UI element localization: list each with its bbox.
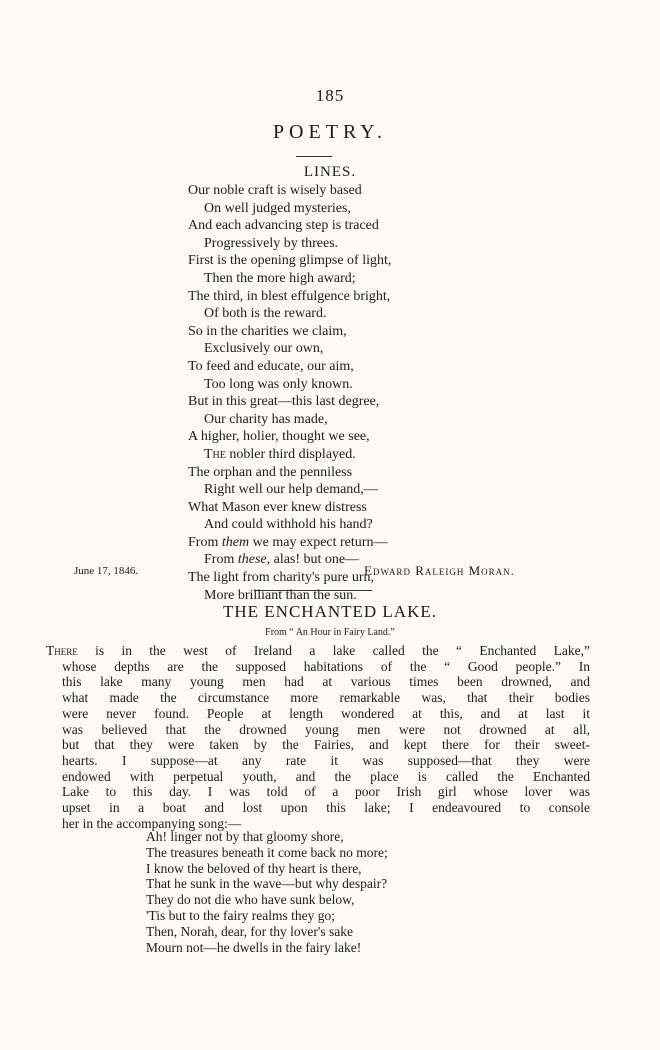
poem-line <box>188 270 391 288</box>
poem-line-text: On well judged mysteries, <box>204 200 351 216</box>
song-line: I know the beloved of thy heart is there, <box>146 860 362 876</box>
poem-line-text: Then the more high award; <box>204 270 356 286</box>
poem-line <box>188 481 391 499</box>
poem-line-text: Too long was only known. <box>204 376 353 392</box>
prose-line <box>62 784 590 800</box>
prose-line-text: Lake to this day. I was told of a poor Irish girl whose lover was <box>62 784 590 800</box>
emphasized-word: them <box>221 534 250 550</box>
story-title: THE ENCHANTED LAKE. <box>223 602 437 621</box>
poem-line-text: A higher, holier, thought we see, <box>188 429 370 445</box>
poem-line-text: More brilliant than the sun. <box>204 587 357 603</box>
prose-line-text: whose depths are the supposed habitations of the “ Good people.” In <box>62 658 590 674</box>
poem-body <box>188 182 391 604</box>
prose-line <box>62 722 590 738</box>
poem-line-text: alas! but one— <box>270 552 360 568</box>
prose-line <box>62 690 590 706</box>
poem-line-text: The third, in blest effulgence bright, <box>188 288 391 304</box>
poem-line <box>188 217 391 235</box>
drop-word: There <box>46 643 78 658</box>
prose-line <box>62 674 590 690</box>
poem-line <box>188 428 391 446</box>
section-divider <box>254 590 372 591</box>
poem-line-text: And each advancing step is traced <box>188 218 379 234</box>
poem-line <box>188 235 391 253</box>
poem-line <box>188 376 391 394</box>
poem-line <box>188 252 391 270</box>
poem-line <box>188 499 391 517</box>
poem-line-text: The light from charity's pure urn, <box>188 570 375 586</box>
prose-line-text: were never found. People at length wondered at this, and at last it <box>62 705 590 721</box>
poem-line <box>188 551 391 569</box>
prose-line <box>62 706 590 722</box>
poem-line <box>188 200 391 218</box>
poem-line <box>188 516 391 534</box>
prose-line-text: hearts. I suppose—at any rate it was supposed—that they were <box>62 752 590 768</box>
poem-line <box>188 182 391 200</box>
song-verse <box>146 829 388 955</box>
poem-line-text: Right well our help demand,— <box>204 482 378 498</box>
poem-line <box>188 393 391 411</box>
poem-line-text: Our noble craft is wisely based <box>188 183 362 198</box>
poem-line <box>188 446 391 464</box>
prose-line <box>46 643 590 659</box>
title-divider <box>296 156 332 157</box>
song-line: 'Tis but to the fairy realms they go; <box>146 907 336 923</box>
poem-line-text: Our charity has made, <box>204 411 328 427</box>
poem-title: LINES. <box>303 164 357 180</box>
poem-author: Edward Raleigh Moran. <box>364 563 515 578</box>
story-source: From “ An Hour in Fairy Land.” <box>265 627 395 638</box>
prose-line <box>62 753 590 769</box>
poem-line <box>188 358 391 376</box>
poem-line-text: Exclusively our own, <box>204 341 324 357</box>
poem-line <box>188 534 391 552</box>
poem-line-text: To feed and educate, our aim, <box>188 358 354 374</box>
section-title: POETRY. <box>272 121 388 143</box>
small-caps-word: The <box>204 446 226 462</box>
song-line: Mourn not—he dwells in the fairy lake! <box>146 939 362 955</box>
prose-line-text: was believed that the drowned young men were not drowned at all, <box>62 721 590 737</box>
poem-line <box>188 464 391 482</box>
poem-line <box>188 340 391 358</box>
story-prose <box>46 643 590 831</box>
song-line: The treasures beneath it come back no more; <box>146 844 388 860</box>
song-line: They do not die who have sunk below, <box>146 892 355 908</box>
song-line: That he sunk in the wave—but why despair? <box>146 876 388 892</box>
poem-line-text: we may expect return— <box>249 534 388 550</box>
poem-line-text: Progressively by threes. <box>204 235 339 251</box>
poem-line-text: Of both is the reward. <box>204 306 327 322</box>
poem-line-text: And could withhold his hand? <box>204 517 373 533</box>
prose-line-text: is in the west of Ireland a lake called the “ Enchanted Lake,” <box>77 643 590 658</box>
prose-line-text: but that they were taken by the Fairies, and kept there for their sweet- <box>62 737 590 753</box>
prose-line <box>62 659 590 675</box>
prose-line <box>62 769 590 785</box>
poem-line-text: But in this great—this last degree, <box>188 394 380 410</box>
prose-line-text: what made the circumstance more remarkable was, that their bodies <box>62 690 590 706</box>
poem-line-text: The orphan and the penniless <box>188 464 353 480</box>
page-number: 185 <box>315 86 345 105</box>
poem-line <box>188 288 391 306</box>
poem-line <box>188 569 391 587</box>
poem-line-lead: From <box>188 534 222 550</box>
prose-line-text: this lake many young men had at various times been drowned, and <box>62 674 590 690</box>
prose-line <box>62 800 590 816</box>
emphasized-word: these, <box>237 552 271 568</box>
poem-line <box>188 411 391 429</box>
poem-line-text: What Mason ever knew distress <box>188 499 367 515</box>
prose-line-text: her in the accompanying song:— <box>62 815 242 831</box>
poem-line-text: nobler third displayed. <box>225 446 356 462</box>
poem-line <box>188 305 391 323</box>
poem-line-text: So in the charities we claim, <box>188 323 347 339</box>
poem-line <box>188 323 391 341</box>
poem-line-lead: From <box>204 552 238 568</box>
prose-line <box>62 737 590 753</box>
poem-date: June 17, 1846. <box>74 565 139 577</box>
song-line: Then, Norah, dear, for thy lover's sake <box>146 923 353 939</box>
prose-line-text: upset in a boat and lost upon this lake; I endeavoured to console <box>62 800 590 816</box>
song-line: Ah! linger not by that gloomy shore, <box>146 829 344 844</box>
poem-line-text: First is the opening glimpse of light, <box>188 253 392 269</box>
prose-line-text: endowed with perpetual youth, and the place is called the Enchanted <box>62 768 590 784</box>
